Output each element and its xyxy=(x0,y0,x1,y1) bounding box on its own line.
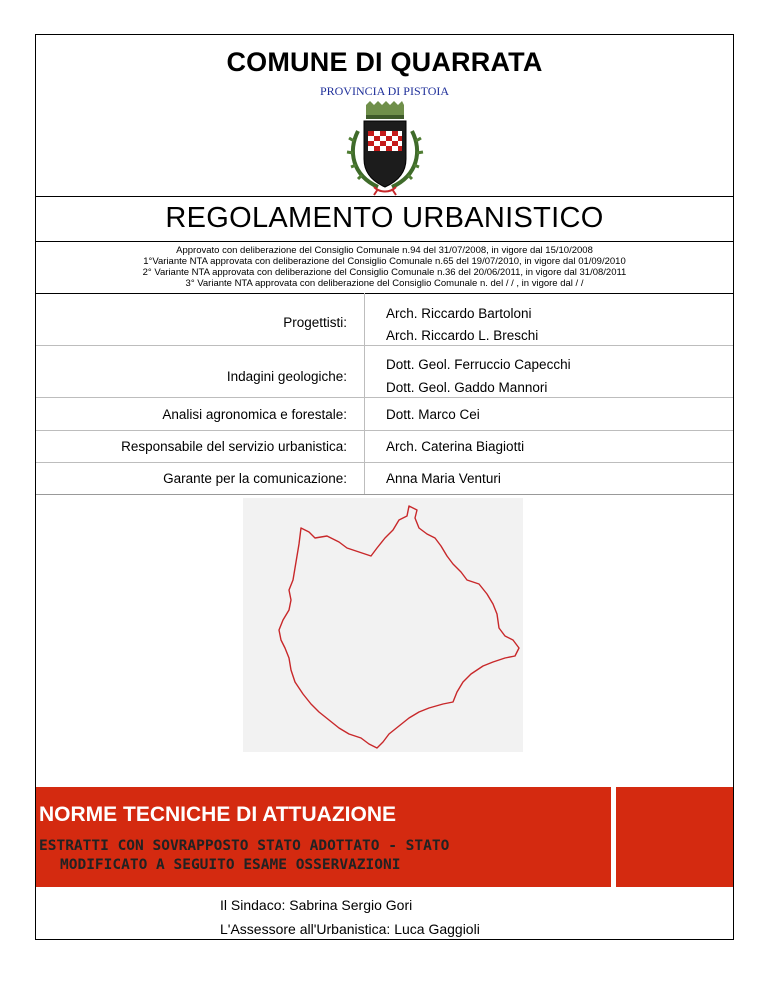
credits-row-progettisti xyxy=(36,293,733,346)
progettista-name: Arch. Riccardo Bartoloni xyxy=(386,306,532,321)
comune-title: COMUNE DI QUARRATA xyxy=(226,47,543,77)
approval-notes xyxy=(36,245,733,289)
approval-line: 3° Variante NTA approvata con deliberazione del Consiglio Comunale n. del / / , in vigore dal / / xyxy=(185,278,584,289)
agronomica-name: Dott. Marco Cei xyxy=(386,407,480,422)
coat-of-arms-icon xyxy=(344,101,426,197)
banner-divider xyxy=(611,787,616,887)
responsabile-name: Arch. Caterina Biagiotti xyxy=(386,439,525,454)
geologo-name: Dott. Geol. Ferruccio Capecchi xyxy=(386,357,571,372)
approval-line: Approvato con deliberazione del Consiglio Comunale n.94 del 31/07/2008, in vigore dal 15/10/2008 xyxy=(176,245,593,256)
approval-line: 2° Variante NTA approvata con deliberazione del Consiglio Comunale n.36 del 20/06/2011, in vigore dal 31/08/2011 xyxy=(142,267,627,278)
credits-row-geologiche xyxy=(36,346,733,398)
progettisti-label: Progettisti: xyxy=(283,315,347,330)
provincia-label: PROVINCIA DI PISTOIA xyxy=(319,84,450,98)
geologiche-label: Indagini geologiche: xyxy=(226,369,347,384)
assessore-signature: L'Assessore all'Urbanistica: Luca Gaggioli xyxy=(220,921,480,937)
credits-row-responsabile xyxy=(36,431,733,463)
credits-row-agronomica xyxy=(36,398,733,431)
document-title: REGOLAMENTO URBANISTICO xyxy=(165,202,604,234)
sindaco-signature: Il Sindaco: Sabrina Sergio Gori xyxy=(220,897,413,913)
credits-row-garante xyxy=(36,463,733,495)
progettista-name: Arch. Riccardo L. Breschi xyxy=(386,328,539,343)
garante-name: Anna Maria Venturi xyxy=(386,471,501,486)
banner-subtitle-line: ESTRATTI CON SOVRAPPOSTO STATO ADOTTATO - STATO xyxy=(39,838,450,854)
geologo-name: Dott. Geol. Gaddo Mannori xyxy=(386,380,548,395)
municipality-outline xyxy=(243,498,523,752)
document-frame xyxy=(35,34,734,940)
banner-subtitle xyxy=(39,837,449,875)
approval-line: 1°Variante NTA approvata con deliberazione del Consiglio Comunale n.65 del 19/07/2010, in vigore dal 01/09/2010 xyxy=(143,256,626,267)
divider xyxy=(36,196,733,197)
agronomica-label: Analisi agronomica e forestale: xyxy=(162,407,347,422)
banner-subtitle-line: MODIFICATO A SEGUITO ESAME OSSERVAZIONI xyxy=(60,857,401,873)
banner-title: NORME TECNICHE DI ATTUAZIONE xyxy=(39,803,396,826)
territory-map xyxy=(243,498,523,752)
responsabile-label: Responsabile del servizio urbanistica: xyxy=(121,439,347,454)
garante-label: Garante per la comunicazione: xyxy=(163,471,347,486)
divider xyxy=(36,241,733,242)
norme-banner xyxy=(36,787,733,887)
